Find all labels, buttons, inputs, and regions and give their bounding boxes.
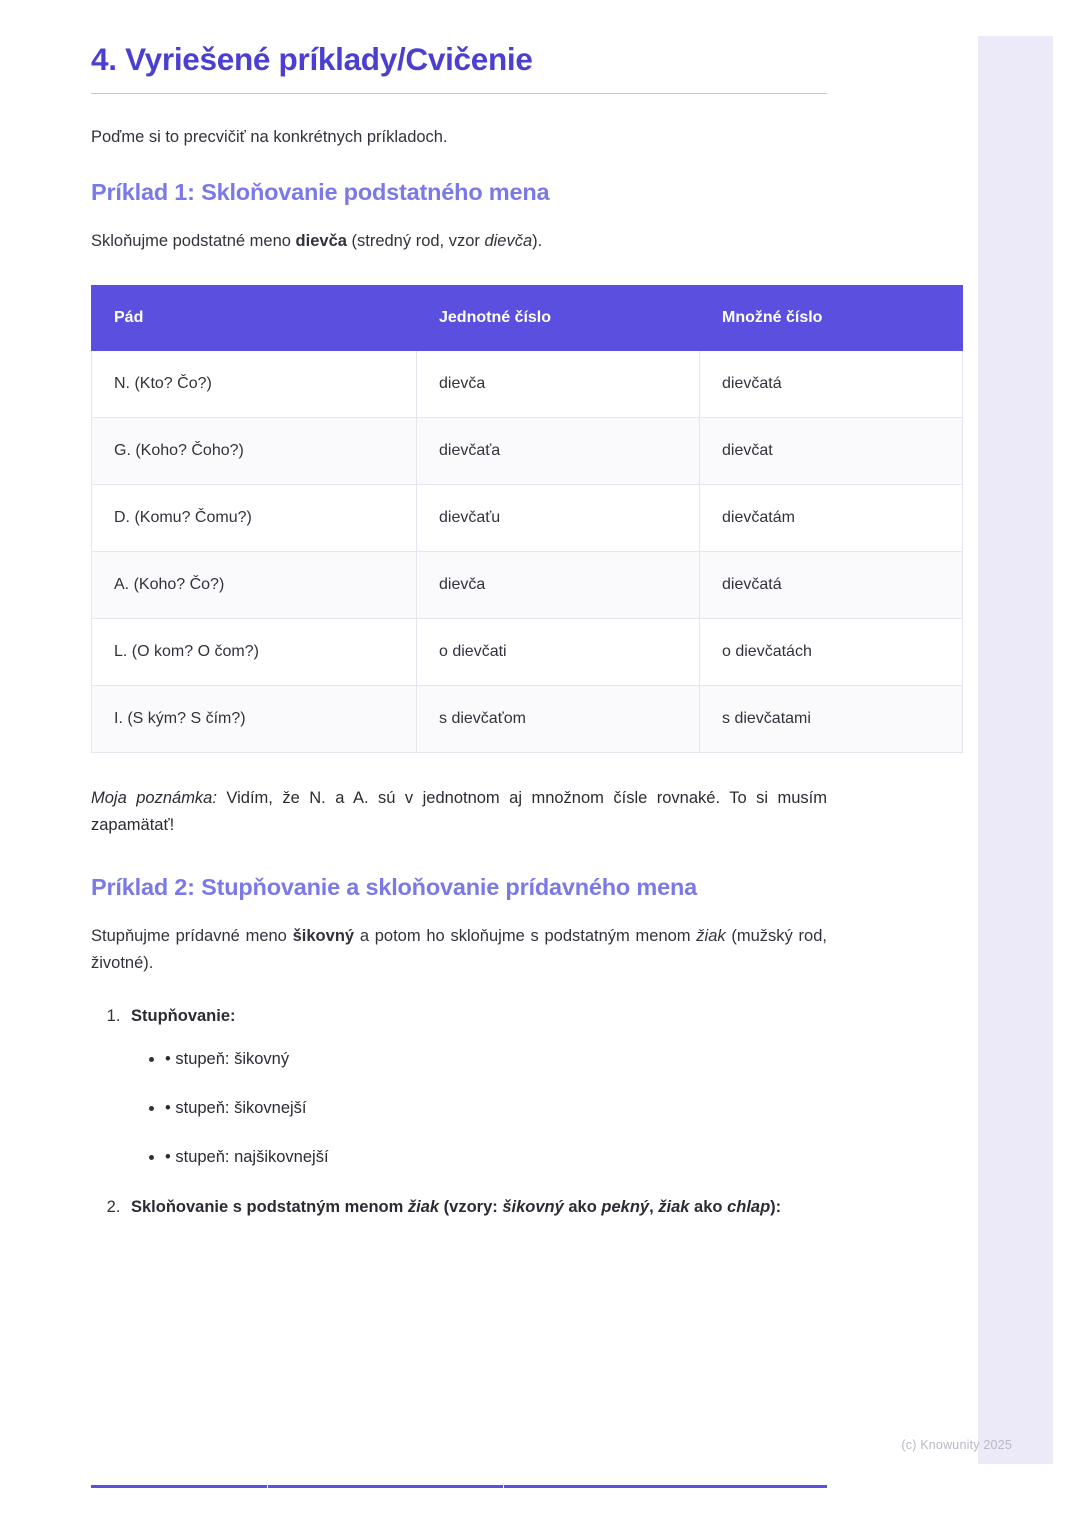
item2-part2: (vzory:: [439, 1197, 503, 1216]
title-divider: [91, 93, 827, 94]
list-item-label: Stupňovanie:: [131, 1006, 236, 1025]
list-item: • • stupeň: šikovnejší: [165, 1096, 827, 1121]
table-column-gap: [267, 1485, 268, 1488]
page-edge-strip: [978, 36, 1053, 1464]
table-column-gap: [503, 1485, 504, 1488]
table-row: [92, 484, 963, 551]
table-row: [92, 417, 963, 484]
table-cell-plural: s dievčatami: [700, 685, 963, 752]
table-cell-singular: dievča: [417, 350, 700, 417]
document-content: [91, 40, 827, 1238]
example1-lead: [91, 228, 827, 255]
table-cell-plural: dievčat: [700, 417, 963, 484]
example2-lead-before: Stupňujme prídavné meno: [91, 927, 293, 946]
item2-part3: ako: [563, 1197, 602, 1216]
example2-heading: Príklad 2: Stupňovanie a skloňovanie prídavného mena: [91, 874, 697, 901]
note-text: Vidím, že N. a A. sú v jednotnom aj množnom čísle rovnaké. To si musím zapamätať!: [91, 788, 827, 834]
next-table-top-border: [91, 1485, 827, 1488]
right-rail: [978, 0, 1080, 1528]
list-item-label: [131, 1198, 781, 1216]
item2-part4: ,: [649, 1197, 659, 1216]
list-item: [125, 1194, 827, 1221]
table-cell-singular: dievčaťu: [417, 484, 700, 551]
table-cell-singular: dievčaťa: [417, 417, 700, 484]
declension-table: [91, 285, 963, 753]
table-row: [92, 618, 963, 685]
example1-lead-before: Skloňujme podstatné meno: [91, 232, 296, 251]
table-header-plural: Množné číslo: [700, 285, 963, 350]
table-row: [92, 350, 963, 417]
item2-noun: žiak: [407, 1197, 440, 1216]
table-cell-plural: dievčatám: [700, 484, 963, 551]
example1-heading: Príklad 1: Skloňovanie podstatného mena: [91, 179, 550, 206]
table-header-singular: Jednotné číslo: [417, 285, 700, 350]
list-item: • • stupeň: najšikovnejší: [165, 1145, 827, 1170]
list-item: • • stupeň: šikovný: [165, 1047, 827, 1072]
list-item: [125, 1003, 827, 1170]
degree-list: [131, 1047, 827, 1169]
item2-part6: ):: [770, 1197, 782, 1216]
table-header-row: [92, 285, 963, 350]
table-cell-case: A. (Koho? Čo?): [92, 551, 417, 618]
table-cell-singular: dievča: [417, 551, 700, 618]
item2-part5: ako: [689, 1197, 728, 1216]
table-row: [92, 551, 963, 618]
table-cell-plural: dievčatá: [700, 350, 963, 417]
example2-lead-italic: žiak: [696, 927, 726, 946]
page-title: 4. Vyriešené príklady/Cvičenie: [91, 41, 533, 77]
example1-lead-italic: dievča: [484, 232, 533, 251]
table-cell-case: N. (Kto? Čo?): [92, 350, 417, 417]
table-cell-singular: o dievčati: [417, 618, 700, 685]
item2-pattern4: chlap: [727, 1197, 771, 1216]
example2-lead: [91, 923, 827, 976]
example2-lead-mid: a potom ho skloňujme s podstatným menom: [354, 927, 697, 946]
table-cell-case: D. (Komu? Čomu?): [92, 484, 417, 551]
intro-paragraph: Poďme si to precvičiť na konkrétnych príkladoch.: [91, 128, 448, 147]
example2-lead-bold: šikovný: [292, 927, 355, 946]
item2-pattern2: pekný: [601, 1197, 650, 1216]
example1-lead-after: ).: [532, 232, 543, 251]
table-cell-plural: o dievčatách: [700, 618, 963, 685]
table-cell-case: L. (O kom? O čom?): [92, 618, 417, 685]
table-row: [92, 685, 963, 752]
example1-lead-mid: (stredný rod, vzor: [346, 232, 485, 251]
example1-note: [91, 785, 827, 838]
item2-part1: Skloňovanie s podstatným menom: [131, 1197, 408, 1216]
example2-list: [91, 1003, 827, 1221]
table-cell-case: G. (Koho? Čoho?): [92, 417, 417, 484]
table-cell-case: I. (S kým? S čím?): [92, 685, 417, 752]
item2-pattern3: žiak: [658, 1197, 690, 1216]
item2-pattern1: šikovný: [502, 1197, 564, 1216]
note-label: Moja poznámka:: [91, 788, 217, 807]
example1-lead-bold: dievča: [295, 232, 347, 251]
example2-lead-after: (mužský rod, životné).: [91, 927, 827, 972]
table-cell-singular: s dievčaťom: [417, 685, 700, 752]
table-cell-plural: dievčatá: [700, 551, 963, 618]
watermark: (c) Knowunity 2025: [901, 1438, 1012, 1452]
table-header-case: Pád: [92, 285, 417, 350]
